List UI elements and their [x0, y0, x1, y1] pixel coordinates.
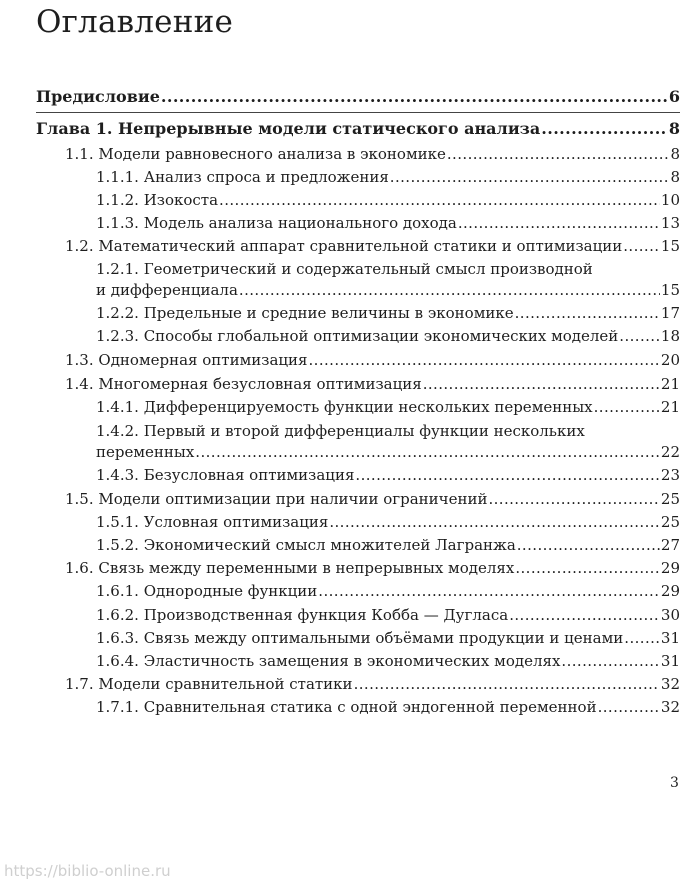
toc-entry-label: 1.1.1. Анализ спроса и предложения — [96, 168, 389, 186]
toc-entry-1-7[interactable] — [65, 674, 680, 695]
toc-leader-dots — [515, 558, 660, 579]
toc-entry-label: переменных — [96, 443, 195, 461]
toc-entry-page: 8 — [668, 119, 680, 138]
toc-entry-1-6-1[interactable] — [96, 581, 680, 602]
toc-leader-dots — [390, 167, 670, 188]
toc-entry-page: 8 — [670, 168, 680, 186]
page-number: 3 — [670, 775, 679, 791]
toc-leader-dots — [624, 628, 660, 649]
toc-leader-dots — [541, 118, 668, 139]
toc-entry-page: 13 — [660, 214, 680, 232]
toc-leader-dots — [318, 581, 660, 602]
toc-entry-label: 1.6.3. Связь между оптимальными объёмами продукции и ценами — [96, 629, 624, 647]
toc-entry-page: 15 — [660, 281, 680, 299]
toc-entry-1-4-2-line1[interactable]: 1.4.2. Первый и второй дифференциалы функции нескольких — [96, 422, 585, 440]
toc-entry-page: 25 — [660, 490, 680, 508]
toc-leader-dots — [309, 350, 660, 371]
toc-entry-1-4-3[interactable] — [96, 465, 680, 486]
toc-entry-label: 1.7.1. Сравнительная статика с одной эндогенной переменной — [96, 698, 597, 716]
toc-entry-label: 1.7. Модели сравнительной статики — [65, 675, 353, 693]
toc-entry-chapter-1[interactable] — [36, 118, 680, 139]
toc-entry-page: 31 — [660, 652, 680, 670]
divider — [36, 112, 680, 113]
page-title: Оглавление — [36, 4, 233, 40]
toc-entry-1-6-3[interactable] — [96, 628, 680, 649]
toc-entry-label: 1.5.1. Условная оптимизация — [96, 513, 329, 531]
toc-entry-page: 22 — [660, 443, 680, 461]
toc-entry-page: 6 — [668, 87, 680, 106]
toc-entry-page: 17 — [660, 304, 680, 322]
toc-entry-page: 10 — [660, 191, 680, 209]
toc-entry-1-1[interactable] — [65, 144, 680, 165]
toc-entry-label: 1.5. Модели оптимизации при наличии ограничений — [65, 490, 488, 508]
toc-entry-1-2-3[interactable] — [96, 326, 680, 347]
toc-leader-dots — [161, 86, 668, 107]
toc-leader-dots — [458, 213, 660, 234]
toc-entry-page: 20 — [660, 351, 680, 369]
toc-entry-preface[interactable] — [36, 86, 680, 107]
toc-entry-label: 1.2. Математический аппарат сравнительной статики и оптимизации — [65, 237, 623, 255]
toc-entry-1-2-2[interactable] — [96, 303, 680, 324]
toc-entry-1-4-2[interactable] — [96, 442, 680, 463]
toc-leader-dots — [619, 326, 660, 347]
toc-leader-dots — [517, 535, 660, 556]
toc-leader-dots — [239, 280, 660, 301]
toc-entry-page: 8 — [670, 145, 680, 163]
toc-entry-label: 1.4.1. Дифференцируемость функции нескольких переменных — [96, 398, 593, 416]
toc-entry-page: 15 — [660, 237, 680, 255]
toc-leader-dots — [509, 605, 660, 626]
toc-entry-page: 27 — [660, 536, 680, 554]
toc-leader-dots — [423, 374, 660, 395]
toc-entry-page: 29 — [660, 559, 680, 577]
toc-entry-1-6[interactable] — [65, 558, 680, 579]
toc-entry-page: 21 — [660, 398, 680, 416]
toc-entry-label: 1.1. Модели равновесного анализа в экономике — [65, 145, 446, 163]
toc-entry-page: 29 — [660, 582, 680, 600]
toc-entry-page: 31 — [660, 629, 680, 647]
toc-entry-label: 1.6.1. Однородные функции — [96, 582, 318, 600]
toc-entry-1-4[interactable] — [65, 374, 680, 395]
toc-entry-page: 32 — [660, 698, 680, 716]
watermark: https://biblio-online.ru — [4, 862, 171, 880]
toc-entry-1-1-1[interactable] — [96, 167, 680, 188]
toc-entry-label: 1.4.3. Безусловная оптимизация — [96, 466, 355, 484]
toc-leader-dots — [195, 442, 660, 463]
toc-entry-page: 25 — [660, 513, 680, 531]
toc-leader-dots — [488, 489, 659, 510]
toc-entry-1-5-2[interactable] — [96, 535, 680, 556]
toc-entry-1-4-1[interactable] — [96, 397, 680, 418]
toc-entry-label: Предисловие — [36, 87, 160, 106]
toc-entry-label: Глава 1. Непрерывные модели статического анализа — [36, 119, 541, 138]
toc-leader-dots — [623, 236, 660, 257]
toc-entry-1-5-1[interactable] — [96, 512, 680, 533]
toc-entry-label: 1.2.3. Способы глобальной оптимизации экономических моделей — [96, 327, 619, 345]
toc-entry-1-1-2[interactable] — [96, 190, 680, 211]
toc-entry-label: 1.1.3. Модель анализа национального дохода — [96, 214, 457, 232]
toc-entry-label: 1.6.4. Эластичность замещения в экономических моделях — [96, 652, 561, 670]
toc-entry-label: 1.6. Связь между переменными в непрерывных моделях — [65, 559, 515, 577]
toc-entry-1-6-4[interactable] — [96, 651, 680, 672]
toc-entry-label: 1.4. Многомерная безусловная оптимизация — [65, 375, 422, 393]
toc-leader-dots — [598, 697, 660, 718]
toc-leader-dots — [354, 674, 660, 695]
toc-entry-page: 32 — [660, 675, 680, 693]
toc-leader-dots — [561, 651, 659, 672]
toc-entry-1-7-1[interactable] — [96, 697, 680, 718]
toc-entry-1-2-1-line1[interactable]: 1.2.1. Геометрический и содержательный смысл производной — [96, 260, 593, 278]
toc-leader-dots — [355, 465, 660, 486]
toc-entry-label: 1.2.2. Предельные и средние величины в экономике — [96, 304, 514, 322]
toc-entry-1-2[interactable] — [65, 236, 680, 257]
toc-entry-page: 18 — [660, 327, 680, 345]
toc-entry-1-3[interactable] — [65, 350, 680, 371]
toc-leader-dots — [447, 144, 670, 165]
toc-entry-page: 23 — [660, 466, 680, 484]
toc-entry-label: и дифференциала — [96, 281, 238, 299]
toc-leader-dots — [219, 190, 660, 211]
toc-entry-page: 30 — [660, 606, 680, 624]
toc-entry-1-1-3[interactable] — [96, 213, 680, 234]
toc-leader-dots — [594, 397, 660, 418]
toc-entry-label: 1.1.2. Изокоста — [96, 191, 219, 209]
toc-leader-dots — [329, 512, 660, 533]
toc-entry-label: 1.6.2. Производственная функция Кобба — Дугласа — [96, 606, 509, 624]
toc-leader-dots — [515, 303, 660, 324]
toc-entry-1-2-1[interactable] — [96, 280, 680, 301]
toc-entry-page: 21 — [660, 375, 680, 393]
toc-entry-1-5[interactable] — [65, 489, 680, 510]
toc-entry-1-6-2[interactable] — [96, 605, 680, 626]
toc-entry-label: 1.5.2. Экономический смысл множителей Лагранжа — [96, 536, 516, 554]
toc-entry-label: 1.3. Одномерная оптимизация — [65, 351, 308, 369]
